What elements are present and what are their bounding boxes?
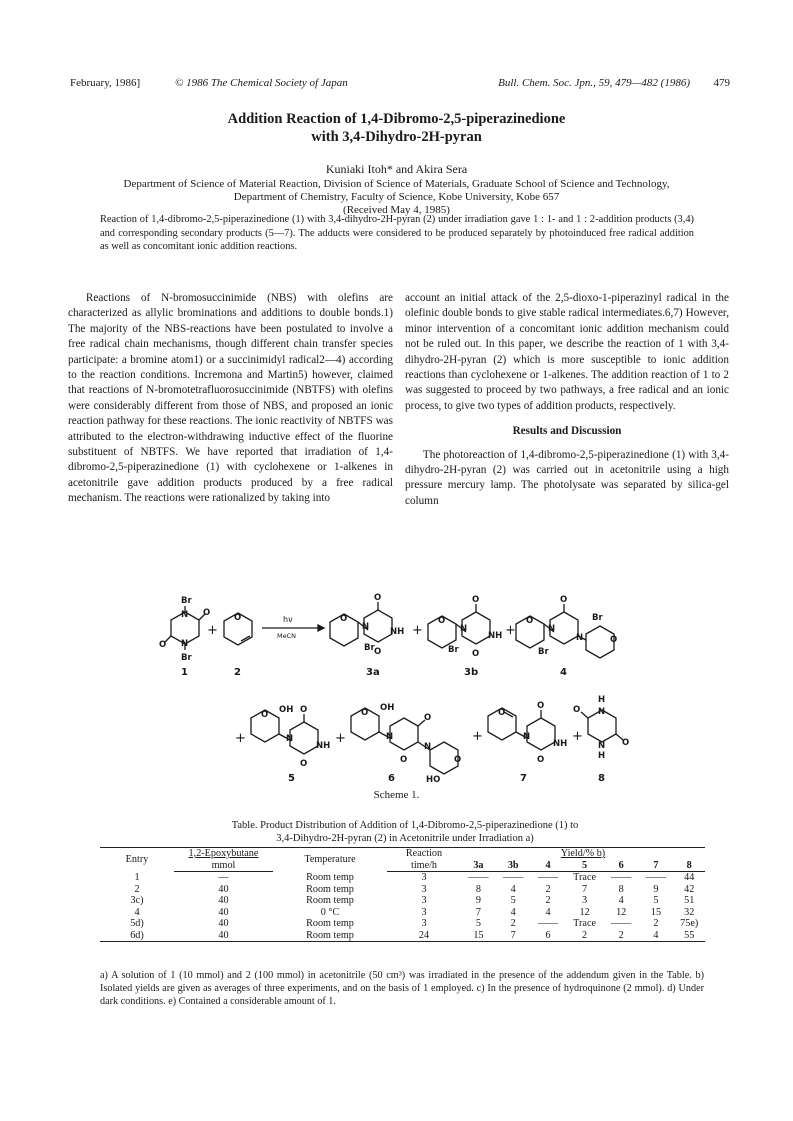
table-row <box>100 884 705 896</box>
scheme-1-diagram <box>140 590 660 805</box>
atom-label-nh: NH <box>553 739 568 749</box>
atom-label-n: N <box>460 624 468 634</box>
header-page-number: 479 <box>713 77 730 89</box>
cell-yield-3a: 9 <box>475 895 481 906</box>
cell-yield-4: 4 <box>545 906 551 918</box>
atom-label-o: O <box>361 708 369 718</box>
arrow-label-solvent: MeCN <box>277 632 297 640</box>
atom-label-nh: NH <box>390 627 405 637</box>
header-additive <box>174 848 273 860</box>
cell-yield-8: 42 <box>684 883 695 895</box>
cell-temperature: Room temp <box>306 895 354 906</box>
atom-label-br: Br <box>538 647 549 657</box>
affiliation-line-1: Department of Science of Material Reaction, Division of Science of Materials, Graduate School of Science and Technology, <box>123 178 670 190</box>
cell-time: 24 <box>387 930 461 942</box>
header-journal-page <box>498 77 730 89</box>
arrow-label-light: hν <box>283 615 293 624</box>
compound-label-3a: 3a <box>366 667 380 678</box>
atom-label-n: N <box>598 707 606 717</box>
atom-label-n: N <box>523 732 531 742</box>
cell-temperature: Room temp <box>306 883 354 895</box>
cell-entry: 5d) <box>130 918 144 929</box>
atom-label-o: O <box>454 755 462 765</box>
atom-label-oh: OH <box>279 705 294 715</box>
cell-yield-4: 2 <box>545 883 551 895</box>
cell-yield-7: 5 <box>653 895 659 906</box>
plus-sign: + <box>472 729 483 744</box>
cell-yield-7: —— <box>645 872 667 883</box>
header-product-3a: 3a <box>461 860 496 872</box>
cell-yield-4: —— <box>537 918 559 929</box>
compound-label-4: 4 <box>560 667 567 678</box>
atom-label-h: H <box>598 751 606 761</box>
header-additive-text: 1,2-Epoxybutane <box>188 848 259 859</box>
header-additive-unit: mmol <box>174 860 273 872</box>
atom-label-oh: OH <box>380 703 395 713</box>
intro-paragraph: Reactions of N-bromosuccinimide (NBS) with olefins are characterized as allylic brominations and additions to double bonds.1) The majority of the NBS-reactions have been postulated to involve a free radical chain mechanisms, though different chain transfer species participate: a bromine atom1) or a succinimidyl radical2—4) according to the reaction conditions. Incremona and Martin5) however, claimed that reactions of N-bromotetrafluorosuccinimide (NBTFS) with olefins were considerably different from those of NBS, and proposed an ionic reaction pathway for these reactions. The ionic reactivity of NBTFS was attributed to the electron-withdrawing inductive effect of the fluorine substituent of NBTFS. We have reported that irradiation of 1,4-dibromo-2,5-piperazinedione (1) with cyclohexene or 1-alkenes in acetonitrile gave addition products produced by a free radical mechanism. The reactions were rationalized by taking into <box>68 292 393 505</box>
atom-label-br: Br <box>592 613 603 623</box>
cell-yield-4: 6 <box>531 930 566 942</box>
table-footnotes: a) A solution of 1 (10 mmol) and 2 (100 mmol) in acetonitrile (50 cm³) was irradiated in the presence of the addendum given in the Table. b) Isolated yields are given as averages of three experiments, and on the basis of 1 employed. c) In the presence of hydroquinone (2 mmol). d) Under dark conditions. e) Contained a considerable amount of 1. <box>100 970 704 1007</box>
title-line-2: with 3,4-Dihydro-2H-pyran <box>311 129 482 145</box>
atom-label-h: H <box>598 695 606 705</box>
atom-label-o: O <box>622 738 630 748</box>
atom-label-br: Br <box>181 653 192 663</box>
compound-label-1: 1 <box>181 667 188 678</box>
cell-yield-3b: 4 <box>510 906 516 918</box>
atom-label-o: O <box>159 640 167 650</box>
cell-yield-3b: 7 <box>496 930 531 942</box>
cell-entry: 6d) <box>100 930 174 942</box>
cell-yield-8: 44 <box>684 872 695 883</box>
atom-label-o: O <box>234 613 242 623</box>
cell-temperature: Room temp <box>273 930 387 942</box>
atom-label-br: Br <box>181 596 192 606</box>
cell-yield-6: 2 <box>604 930 639 942</box>
atom-label-o: O <box>537 755 545 765</box>
cell-time: 3 <box>421 918 427 929</box>
authors: Kuniaki Itoh* and Akira Sera <box>325 162 468 176</box>
table-caption-line-2: 3,4-Dihydro-2H-pyran (2) in Acetonitrile under Irradiation a) <box>276 833 534 844</box>
header-time-unit: time/h <box>387 860 461 872</box>
cell-yield-5: 7 <box>582 883 588 895</box>
atom-label-n: N <box>181 639 189 649</box>
cell-yield-5: 3 <box>582 895 588 906</box>
cell-yield-5: Trace <box>573 918 596 929</box>
structure-compound-3a <box>330 602 392 646</box>
cell-entry: 4 <box>134 906 140 918</box>
header-yield-text: Yield/% b) <box>560 848 606 859</box>
header-yield <box>461 848 705 860</box>
cell-entry: 3c) <box>130 895 144 906</box>
table-caption <box>170 819 640 845</box>
cell-yield-7: 2 <box>653 918 659 929</box>
cell-yield-8: 75e) <box>680 918 699 929</box>
cell-yield-3b: 2 <box>510 918 516 929</box>
cell-yield-3a: 5 <box>475 918 481 929</box>
affiliation <box>0 178 793 217</box>
cell-yield-6: —— <box>610 872 632 883</box>
cell-yield-8: 32 <box>684 906 695 918</box>
cell-time: 3 <box>421 872 427 883</box>
atom-label-ho: HO <box>426 775 441 785</box>
cell-yield-6: 8 <box>618 883 624 895</box>
cell-yield-8: 55 <box>673 930 705 942</box>
atom-label-o: O <box>438 616 446 626</box>
header-product-8: 8 <box>673 860 705 872</box>
affiliation-line-2: Department of Chemistry, Faculty of Science, Kobe University, Kobe 657 <box>233 191 560 203</box>
cell-yield-3b: —— <box>503 872 524 883</box>
atom-label-nh: NH <box>316 741 331 751</box>
header-copyright: © 1986 The Chemical Society of Japan <box>175 77 348 89</box>
header-time: Reaction <box>387 848 461 860</box>
header-journal: Bull. Chem. Soc. Jpn., 59, 479—482 (1986) <box>498 77 690 89</box>
compound-label-6: 6 <box>388 773 395 784</box>
title-line-1: Addition Reaction of 1,4-Dibromo-2,5-piperazinedione <box>227 111 566 127</box>
compound-label-3b: 3b <box>464 667 479 678</box>
atom-label-n: N <box>548 624 556 634</box>
cell-yield-5: Trace <box>573 872 596 883</box>
atom-label-o: O <box>300 759 308 769</box>
atom-label-o: O <box>526 616 534 626</box>
atom-label-o: O <box>300 705 308 715</box>
scheme-caption: Scheme 1. <box>373 789 420 801</box>
plus-sign: + <box>207 623 218 638</box>
table-row <box>100 930 705 942</box>
cell-entry: 1 <box>134 871 140 883</box>
header-product-3b: 3b <box>496 860 531 872</box>
atom-label-n: N <box>181 610 189 620</box>
atom-label-br: Br <box>364 643 375 653</box>
compound-label-7: 7 <box>520 773 527 784</box>
body-column-right <box>405 291 729 509</box>
cell-yield-3a: 8 <box>475 883 481 895</box>
atom-label-o: O <box>537 701 545 711</box>
atom-label-o: O <box>472 649 480 659</box>
cell-temperature: Room temp <box>306 918 354 929</box>
section-heading-results: Results and Discussion <box>512 425 622 438</box>
cell-yield-3a: 15 <box>461 930 496 942</box>
header-product-5: 5 <box>565 860 603 872</box>
cell-mmol: 40 <box>218 883 229 895</box>
cell-mmol: 40 <box>218 895 229 906</box>
atom-label-o: O <box>498 708 506 718</box>
cell-time: 3 <box>421 895 427 906</box>
header-product-4: 4 <box>531 860 566 872</box>
cell-yield-7: 9 <box>653 883 659 895</box>
plus-sign: + <box>335 731 346 746</box>
table-row <box>100 907 705 919</box>
product-distribution-table <box>100 847 705 942</box>
atom-label-o: O <box>261 710 269 720</box>
header-product-6: 6 <box>604 860 639 872</box>
cell-yield-6: 4 <box>618 895 624 906</box>
plus-sign: + <box>412 623 423 638</box>
cell-temperature: Room temp <box>306 871 354 883</box>
cell-yield-6: —— <box>610 918 632 929</box>
atom-label-n: N <box>424 742 432 752</box>
header-temperature: Temperature <box>273 848 387 872</box>
cell-yield-4: 2 <box>545 895 551 906</box>
atom-label-o: O <box>203 608 211 618</box>
cell-yield-5: 2 <box>565 930 603 942</box>
atom-label-n: N <box>362 622 370 632</box>
results-paragraph: The photoreaction of 1,4-dibromo-2,5-piperazinedione (1) with 3,4-dihydro-2H-pyran (2) was carried out in acetonitrile using a high pressure mercury lamp. The photolysate was separated by silica-gel column <box>405 448 729 507</box>
reaction-arrow <box>262 625 324 631</box>
header-date: February, 1986] <box>70 77 141 89</box>
cell-mmol: 40 <box>174 930 273 942</box>
cell-entry: 2 <box>134 883 140 895</box>
compound-label-5: 5 <box>288 773 295 784</box>
paper-title <box>0 110 793 146</box>
table-caption-line-1: Table. Product Distribution of Addition of 1,4-Dibromo-2,5-piperazinedione (1) to <box>231 820 579 831</box>
header-product-7: 7 <box>639 860 674 872</box>
cell-yield-8: 51 <box>684 895 695 906</box>
cell-yield-3a: —— <box>468 872 489 883</box>
atom-label-o: O <box>560 595 568 605</box>
atom-label-o: O <box>374 647 382 657</box>
atom-label-n: N <box>576 633 584 643</box>
running-header <box>70 77 730 93</box>
atom-label-n: N <box>598 741 606 751</box>
cell-mmol: 40 <box>218 918 229 929</box>
atom-label-nh: NH <box>488 631 503 641</box>
cell-yield-5: 12 <box>579 906 590 918</box>
plus-sign: + <box>235 731 246 746</box>
cell-mmol: — <box>218 872 229 883</box>
intro-paragraph-continued: account an initial attack of the 2,5-dioxo-1-piperazinyl radical in the olefinic double bonds to give stable radical intermediates.6,7) However, minor intervention of a concomitant ionic addition mechanism could not be ruled out. In this paper, we describe the reaction of 1 with 3,4-dihydro-2H-pyran (2) which is more susceptible to ionic addition reactions than cyclohexene or 1-alkenes. The addition reaction of 1 to 2 was suggested to proceed by two pathways, a free radical and an ionic process, to give two types of addition products, respectively. <box>405 292 729 412</box>
body-column-left <box>68 291 393 507</box>
cell-temperature: 0 °C <box>320 906 340 918</box>
cell-mmol: 40 <box>218 906 229 918</box>
atom-label-n: N <box>286 734 294 744</box>
abstract: Reaction of 1,4-dibromo-2,5-piperazinedione (1) with 3,4-dihydro-2H-pyran (2) under irradiation gave 1 : 1- and 1 : 2-addition products (3,4) and corresponding secondary products (5—7). The adducts were considered to be produced separately by photoinduced free radical addition as well as concomitant ionic addition reactions. <box>100 214 694 252</box>
compound-label-2: 2 <box>234 667 241 678</box>
plus-sign: + <box>572 729 583 744</box>
table-row <box>100 872 705 884</box>
cell-yield-7: 4 <box>639 930 674 942</box>
atom-label-o: O <box>400 755 408 765</box>
cell-yield-3b: 4 <box>510 883 516 895</box>
compound-label-8: 8 <box>598 773 605 784</box>
header-entry: Entry <box>100 848 174 872</box>
cell-time: 3 <box>421 906 427 918</box>
atom-label-n: N <box>386 732 394 742</box>
cell-yield-6: 12 <box>616 906 627 918</box>
atom-label-o: O <box>573 705 581 715</box>
table-row <box>100 895 705 907</box>
cell-yield-4: —— <box>537 872 559 883</box>
atom-label-o: O <box>610 635 618 645</box>
atom-label-o: O <box>374 593 382 603</box>
atom-label-br: Br <box>448 645 459 655</box>
atom-label-o: O <box>424 713 432 723</box>
cell-yield-3a: 7 <box>475 906 481 918</box>
atom-label-o: O <box>340 614 348 624</box>
cell-yield-3b: 5 <box>510 895 516 906</box>
cell-time: 3 <box>421 883 427 895</box>
received-date: (Received May 4, 1985) <box>343 204 450 216</box>
cell-yield-7: 15 <box>650 906 662 918</box>
atom-label-o: O <box>472 595 480 605</box>
table-row <box>100 918 705 930</box>
plus-sign: + <box>505 623 516 638</box>
structure-compound-3b <box>428 604 490 648</box>
